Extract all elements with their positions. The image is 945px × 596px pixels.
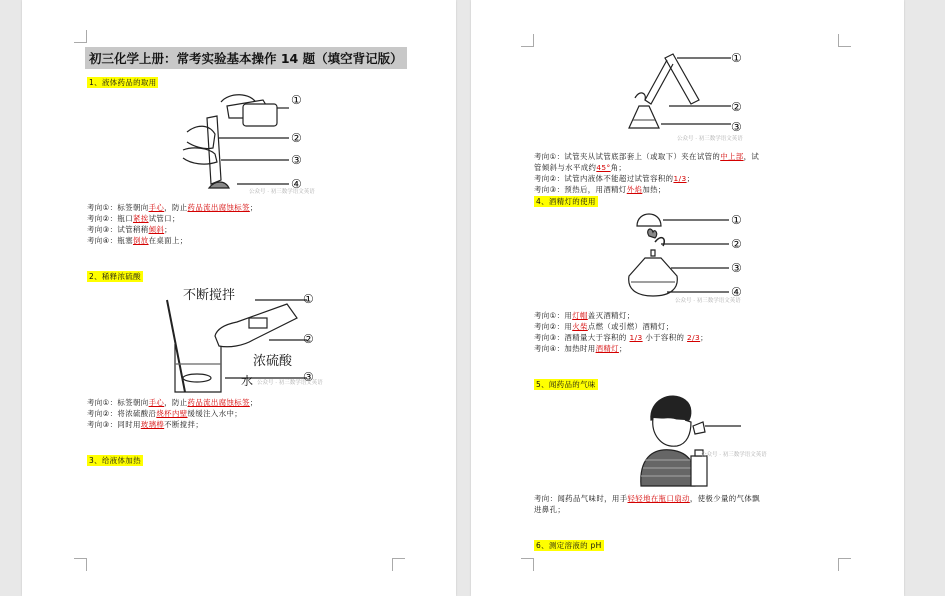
watermark: 公众号 · 初三数学语文英语 xyxy=(249,189,315,195)
figure-label: ② xyxy=(303,332,314,346)
figure-dilute-acid xyxy=(157,284,322,396)
figure-smell-gas xyxy=(631,390,767,488)
section-heading-1: 1、液体药品的取用 xyxy=(89,78,157,87)
answer-blank: 轻轻地在瓶口扇动 xyxy=(627,494,690,503)
figure-label: ① xyxy=(291,93,302,107)
answer-line: 考向①：标签朝向手心，防止药品流出腐蚀标签； xyxy=(87,203,258,212)
watermark: 公众号 · 初三数学语文英语 xyxy=(257,380,323,386)
figure-label: ④ xyxy=(291,177,302,191)
margin-corner xyxy=(838,34,851,47)
figure-liquid-pouring xyxy=(157,88,317,200)
answer-line: 考向③：酒精量大于容积的 1/3 小于容积的 2/3； xyxy=(534,333,708,342)
answer-line: 考向④：瓶塞倒放在桌面上； xyxy=(87,236,188,245)
answer-blank: 灯帽 xyxy=(572,311,588,320)
answer-line: 考向③：试管稍稍倾斜； xyxy=(87,225,172,234)
margin-corner xyxy=(521,558,534,571)
section-heading-3: 3、给液体加热 xyxy=(89,456,141,465)
answer-line: 考向③：预热后，用酒精灯外焰加热； xyxy=(534,185,666,194)
margin-corner xyxy=(74,558,87,571)
section-heading-4: 4、酒精灯的使用 xyxy=(536,197,596,206)
answer-blank: 45° xyxy=(596,163,611,172)
section-3-text xyxy=(534,151,759,195)
section-5-text xyxy=(534,493,760,515)
answer-blank: 手心 xyxy=(148,203,165,212)
answer-blank: 手心 xyxy=(148,398,165,407)
watermark: 公众号 · 初三数学语文英语 xyxy=(675,298,741,304)
answer-line: 考向③：同时用玻璃棒不断搅拌； xyxy=(87,420,204,429)
figure-label: ① xyxy=(731,51,742,65)
figure-label: ③ xyxy=(303,370,314,384)
answer-blank: 1/3 xyxy=(673,174,687,183)
figure-label: ④ xyxy=(731,285,742,299)
figure-label: ① xyxy=(731,213,742,227)
watermark: 公众号 · 初三数学语文英语 xyxy=(677,136,743,142)
figure-label: ② xyxy=(731,237,742,251)
answer-blank: 倾斜 xyxy=(148,225,165,234)
document-page-1 xyxy=(22,0,456,596)
figure-caption-stir: 不断搅拌 xyxy=(183,288,236,303)
section-1-text xyxy=(87,202,258,246)
figure-alcohol-lamp xyxy=(621,206,751,306)
margin-corner xyxy=(521,34,534,47)
figure-label: ③ xyxy=(291,153,302,167)
answer-blank: 倒放 xyxy=(132,236,149,245)
figure-label: ③ xyxy=(731,120,742,134)
answer-line: 考向①：标签朝向手心，防止药品流出腐蚀标签； xyxy=(87,398,258,407)
answer-blank: 火柴 xyxy=(572,322,588,331)
answer-line: 考向②：瓶口紧挨试管口； xyxy=(87,214,180,223)
document-title: 初三化学上册：常考实验基本操作 14 题（填空背记版） xyxy=(85,47,407,69)
answer-line: 考向②：将浓硫酸沿烧杯内壁缓缓注入水中； xyxy=(87,409,243,418)
answer-blank: 玻璃棒 xyxy=(140,420,165,429)
answer-line: 考向②：试管内液体不能超过试管容积的1/3； xyxy=(534,174,695,183)
margin-corner xyxy=(392,558,405,571)
answer-line: 管倾斜与水平成约45°角； xyxy=(534,163,627,172)
answer-blank: 外焰 xyxy=(626,185,643,194)
answer-line: 考向①：试管夹从试管底部套上（或取下）夹在试管的中上部，试 xyxy=(534,152,760,161)
watermark: 公众号 · 初三数学语文英语 xyxy=(701,452,767,458)
answer-blank: 1/3 xyxy=(629,333,643,342)
margin-corner xyxy=(838,558,851,571)
section-heading-2: 2、稀释浓硫酸 xyxy=(89,272,141,281)
answer-blank: 烧杯内壁 xyxy=(156,409,188,418)
answer-blank: 酒精灯 xyxy=(595,344,619,353)
answer-blank: 紧挨 xyxy=(132,214,149,223)
figure-caption-acid: 浓硫酸 xyxy=(253,354,293,369)
section-heading-6: 6、测定溶液的 pH xyxy=(536,541,602,550)
answer-blank: 2/3 xyxy=(687,333,701,342)
document-page-2 xyxy=(471,0,904,596)
answer-blank: 药品流出腐蚀标签 xyxy=(187,203,250,212)
figure-label: ③ xyxy=(731,261,742,275)
section-heading-5: 5、闻药品的气味 xyxy=(536,380,596,389)
answer-blank: 中上部 xyxy=(720,152,744,161)
answer-line: 考向①：用灯帽盖灭酒精灯； xyxy=(534,311,635,320)
figure-label: ① xyxy=(303,292,314,306)
section-4-text xyxy=(534,310,708,354)
section-2-text xyxy=(87,397,258,430)
figure-label: ② xyxy=(291,131,302,145)
answer-line: 考向②：用火柴点燃（或引燃）酒精灯； xyxy=(534,322,674,331)
figure-heat-liquid xyxy=(621,50,751,140)
answer-line: 考向：闻药品气味时，用手轻轻地在瓶口扇动，使极少量的气体飘 xyxy=(534,494,760,503)
answer-line: 进鼻孔； xyxy=(534,505,566,514)
answer-line: 考向④：加热时用酒精灯； xyxy=(534,344,627,353)
answer-blank: 药品流出腐蚀标签 xyxy=(187,398,250,407)
margin-corner xyxy=(74,30,87,43)
figure-caption-water: 水 xyxy=(241,374,254,388)
figure-label: ② xyxy=(731,100,742,114)
